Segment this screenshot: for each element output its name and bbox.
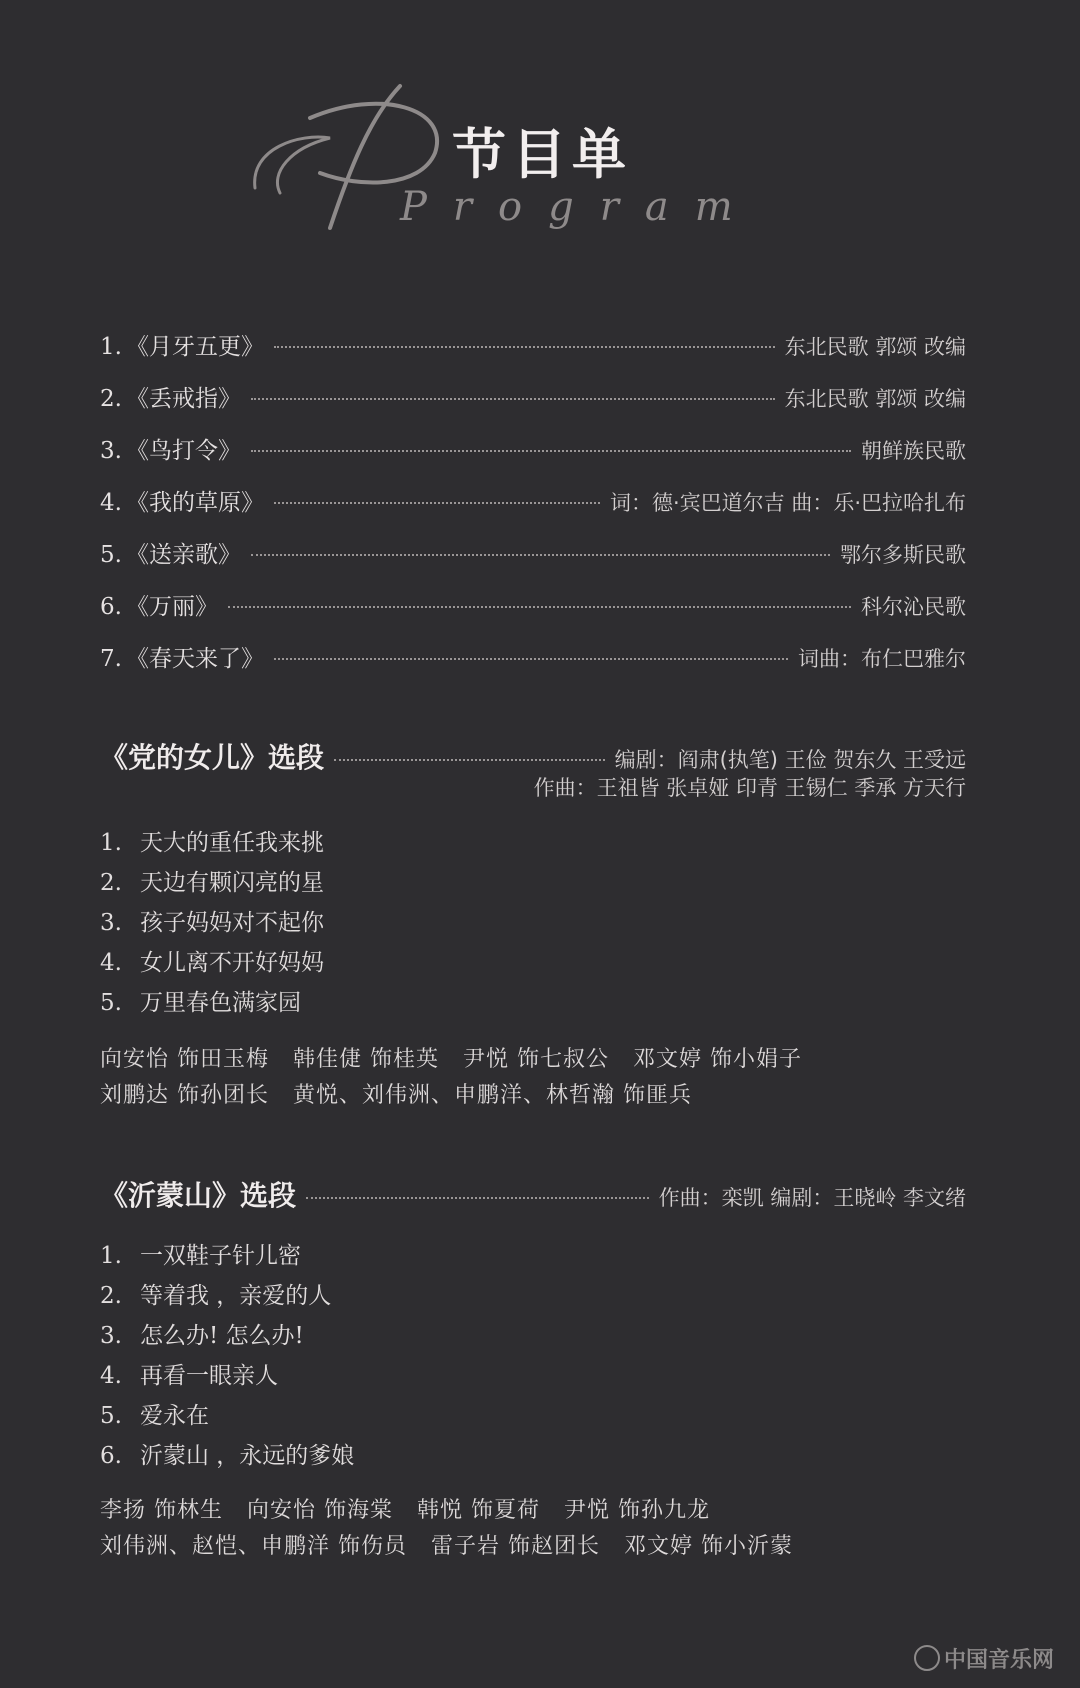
cast-entry: 李扬 饰林生 — [100, 1498, 223, 1523]
program-title: 7. 《春天来了》 — [100, 646, 264, 672]
cast-entry: 刘鹏达 饰孙团长 — [100, 1083, 269, 1108]
program-row — [100, 536, 966, 569]
cast-entry: 黄悦、刘伟洲、申鹏洋、林哲瀚 饰匪兵 — [293, 1083, 692, 1108]
leader-dots — [274, 502, 600, 504]
section2-cast-line1 — [100, 1493, 734, 1524]
section1-header — [100, 736, 966, 776]
list-item: 5. 万里春色满家园 — [100, 990, 301, 1016]
section1-cast-line1 — [100, 1042, 826, 1073]
program-note: 朝鲜族民歌 — [861, 439, 966, 463]
cast-entry: 邓文婷 饰小娟子 — [633, 1047, 802, 1072]
watermark: 中国音乐网 — [914, 1643, 1054, 1674]
section2-header — [100, 1174, 966, 1214]
program-title: 4. 《我的草原》 — [100, 490, 264, 516]
leader-dots — [274, 346, 775, 348]
section2-cast-line2 — [100, 1529, 817, 1560]
cast-entry: 韩悦 饰夏荷 — [417, 1498, 540, 1523]
cast-entry: 向安怡 饰田玉梅 — [100, 1047, 269, 1072]
list-item: 4. 再看一眼亲人 — [100, 1363, 278, 1389]
program-title: 1. 《月牙五更》 — [100, 334, 264, 360]
program-row — [100, 328, 966, 361]
header — [0, 0, 1080, 260]
list-item: 6. 沂蒙山 ，永远的爹娘 — [100, 1443, 355, 1469]
program-title: 2. 《丢戒指》 — [100, 386, 241, 412]
cast-entry: 向安怡 饰海棠 — [247, 1498, 393, 1523]
program-row — [100, 432, 966, 465]
cast-entry: 雷子岩 饰赵团长 — [431, 1534, 600, 1559]
program-title: 5. 《送亲歌》 — [100, 542, 241, 568]
cast-entry: 刘伟洲、赵恺、申鹏洋 饰伤员 — [100, 1534, 407, 1559]
program-note: 东北民歌 郭颂 改编 — [784, 335, 966, 359]
cast-entry: 尹悦 饰孙九龙 — [564, 1498, 710, 1523]
list-item: 1. 一双鞋子针儿密 — [100, 1243, 301, 1269]
svg-text:Program: Program — [400, 184, 759, 230]
program-title: 3. 《鸟打令》 — [100, 438, 241, 464]
section1-credit-composers: 作曲：王祖皆 张卓娅 印青 王锡仁 季承 方天行 — [533, 776, 966, 800]
list-item: 5. 爱永在 — [100, 1403, 209, 1429]
section2-credit: 作曲：栾凯 编剧：王晓岭 李文绪 — [658, 1186, 966, 1210]
cast-entry: 邓文婷 饰小沂蒙 — [624, 1534, 793, 1559]
program-row — [100, 484, 966, 517]
cast-entry: 尹悦 饰七叔公 — [463, 1047, 609, 1072]
list-item: 3. 孩子妈妈对不起你 — [100, 910, 324, 936]
section2-title: 《沂蒙山》选段 — [100, 1179, 297, 1212]
list-item: 1. 天大的重任我来挑 — [100, 830, 324, 856]
program-row — [100, 588, 966, 621]
list-item: 2. 天边有颗闪亮的星 — [100, 870, 324, 896]
music-logo-icon — [914, 1645, 940, 1671]
leader-dots — [306, 1197, 649, 1199]
program-row — [100, 640, 966, 673]
program-note: 东北民歌 郭颂 改编 — [784, 387, 966, 411]
cast-entry: 韩佳倢 饰桂英 — [293, 1047, 439, 1072]
section1-title: 《党的女儿》选段 — [100, 741, 325, 774]
program-note: 科尔沁民歌 — [861, 595, 966, 619]
list-item: 3. 怎么办! 怎么办! — [100, 1323, 304, 1349]
section1-cast-line2 — [100, 1078, 716, 1109]
leader-dots — [334, 759, 605, 761]
leader-dots — [251, 398, 775, 400]
leader-dots — [251, 554, 830, 556]
program-note: 词：德·宾巴道尔吉 曲：乐·巴拉哈扎布 — [609, 491, 966, 515]
page-title: 节目单 — [452, 122, 632, 186]
leader-dots — [251, 450, 851, 452]
program-row — [100, 380, 966, 413]
program-title: 6. 《万丽》 — [100, 594, 218, 620]
section1-credit-writers: 编剧：阎肃(执笔) 王俭 贺东久 王受远 — [614, 748, 966, 772]
program-note: 鄂尔多斯民歌 — [840, 543, 966, 567]
list-item: 4. 女儿离不开好妈妈 — [100, 950, 324, 976]
leader-dots — [228, 606, 851, 608]
list-item: 2. 等着我 ，亲爱的人 — [100, 1283, 332, 1309]
program-note: 词曲：布仁巴雅尔 — [798, 647, 966, 671]
leader-dots — [274, 658, 788, 660]
